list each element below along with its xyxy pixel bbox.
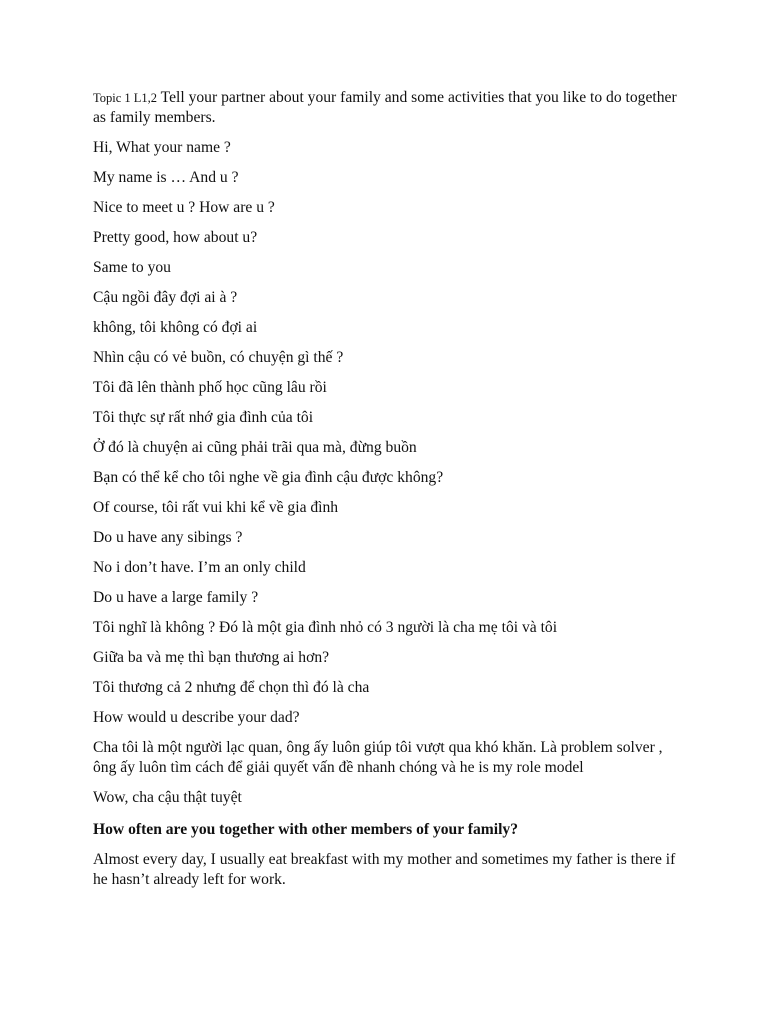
dialogue-line: Ở đó là chuyện ai cũng phải trãi qua mà, đừng buồn — [93, 439, 417, 456]
dialogue-line: Nice to meet u ? How are u ? — [93, 199, 275, 216]
dialogue-line: No i don’t have. I’m an only child — [93, 559, 306, 576]
dialogue-line: How would u describe your dad? — [93, 709, 300, 726]
question-heading: How often are you together with other members of your family? — [93, 821, 519, 838]
dialogue-line: Cha tôi là một người lạc quan, ông ấy luôn giúp tôi vượt qua khó khăn. Là problem solver , ông ấy luôn tìm cách để giải quyết vấn đề nhanh chóng và he is my role model — [93, 739, 663, 776]
dialogue-line: Cậu ngồi đây đợi ai à ? — [93, 289, 238, 306]
dialogue-line: Bạn có thể kể cho tôi nghe về gia đình cậu được không? — [93, 469, 444, 486]
topic-label: Topic 1 L1,2 — [93, 91, 158, 105]
dialogue-line: My name is … And u ? — [93, 169, 239, 186]
dialogue-line: Tôi thực sự rất nhớ gia đình của tôi — [93, 409, 314, 426]
dialogue-line: Nhìn cậu có vẻ buồn, có chuyện gì thế ? — [93, 349, 344, 366]
dialogue-line: Tôi thương cả 2 nhưng để chọn thì đó là cha — [93, 679, 370, 696]
dialogue-line: Pretty good, how about u? — [93, 229, 258, 246]
answer-paragraph: Almost every day, I usually eat breakfast with my mother and sometimes my father is there if he hasn’t already left for work. — [93, 851, 676, 888]
topic-paragraph — [93, 88, 683, 128]
dialogue-line: Wow, cha cậu thật tuyệt — [93, 789, 242, 806]
dialogue-line: Hi, What your name ? — [93, 139, 231, 156]
topic-text: Tell your partner about your family and some activities that you like to do together as family members. — [93, 89, 677, 126]
dialogue-line: Same to you — [93, 259, 171, 276]
dialogue-line: Tôi nghĩ là không ? Đó là một gia đình nhỏ có 3 người là cha mẹ tôi và tôi — [93, 619, 558, 636]
dialogue-line: không, tôi không có đợi ai — [93, 319, 258, 336]
dialogue-line: Tôi đã lên thành phố học cũng lâu rồi — [93, 379, 327, 396]
dialogue-line: Of course, tôi rất vui khi kể về gia đình — [93, 499, 339, 516]
dialogue-line: Giữa ba và mẹ thì bạn thương ai hơn? — [93, 649, 330, 666]
document-body — [93, 88, 683, 900]
dialogue-line: Do u have a large family ? — [93, 589, 259, 606]
dialogue-line: Do u have any sibings ? — [93, 529, 243, 546]
